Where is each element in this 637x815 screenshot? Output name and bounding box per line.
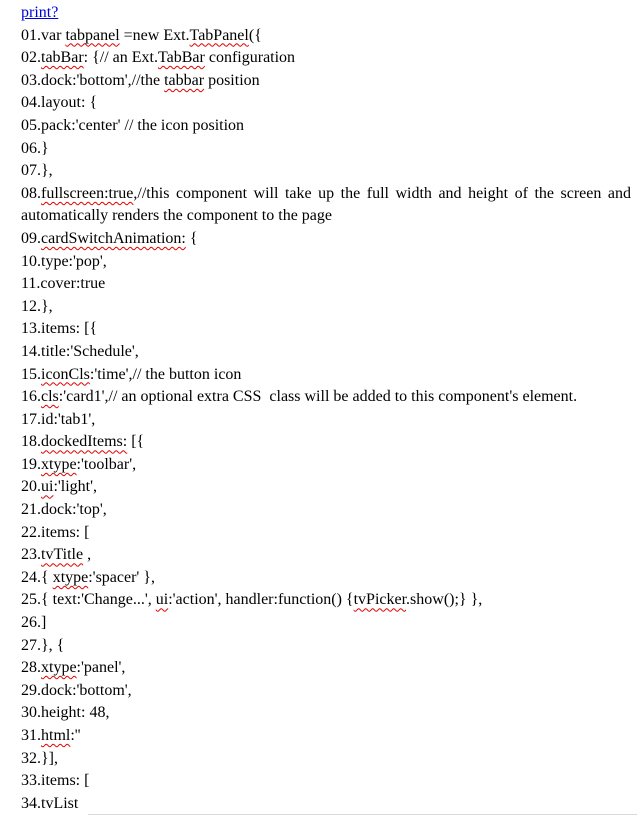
misspelled-word: cardSwitchAnimation: [41,229,186,247]
code-line: 27.}, { [21,636,65,654]
misspelled-word: ui [41,478,54,496]
code-line: 34.tvList [21,794,79,812]
code-line: 03.dock:'bottom',//the tabbar position [21,71,260,89]
code-line: 22.items: [ [21,523,90,541]
misspelled-word: tvPicker [353,591,407,609]
code-line: 18.dockedItems: [{ [21,433,145,451]
misspelled-word: iconCls [41,365,90,383]
code-line: 32.}], [21,749,59,767]
code-line: 08.fullscreen:true,//this component will take up the full width and height of the screen and [21,184,631,202]
code-line: 13.items: [{ [21,320,98,338]
code-line: 17.id:'tab1', [21,410,96,428]
code-line: 06.} [21,139,49,157]
misspelled-word: fullscreen:true [41,184,134,202]
code-line: 10.type:'pop', [21,252,107,270]
code-line: 28.xtype:'panel', [21,659,126,677]
misspelled-word: xtype [52,568,89,586]
code-line: 01.var tabpanel =new Ext.TabPanel({ [21,26,262,44]
misspelled-word: html [41,727,71,744]
misspelled-word: ui [155,591,169,609]
code-line: 19.xtype:'toolbar', [21,455,137,473]
misspelled-word: TabBar [158,49,205,67]
code-line: 25.{ text:'Change...', ui:'action', handler:function() {tvPicker.show();} }, [21,591,483,609]
misspelled-word: tabBar [41,49,84,67]
code-line: 02.tabBar: {// an Ext.TabBar configuration [21,49,296,67]
code-line: 23.tvTitle , [21,546,92,564]
code-line: 05.pack:'center' // the icon position [21,116,245,134]
print-link[interactable]: print? [21,4,59,21]
misspelled-word: xtype [41,455,77,473]
code-line: 21.dock:'top', [21,501,107,519]
code-line: 33.items: [ [21,772,90,790]
code-line: automatically renders the component to the page [21,207,332,225]
misspelled-word: tabbar [164,71,205,89]
misspelled-word: xtype [41,659,77,677]
misspelled-word: TabPanel [189,26,249,44]
code-line: 07.}, [21,162,53,180]
code-line: 26.] [21,614,47,632]
code-line: 11.cover:true [21,275,106,293]
code-line: 29.dock:'bottom', [21,681,132,699]
code-line: 31.html:'' [21,727,81,744]
code-line: 24.{ xtype:'spacer' }, [21,568,155,586]
misspelled-word: tvTitle [41,546,84,564]
code-line: 20.ui:'light', [21,478,97,496]
misspelled-word: dockedItems: [41,433,128,451]
misspelled-word: cls [41,388,59,406]
misspelled-word: tabpanel [65,26,120,44]
code-line: 16.cls:'card1',// an optional extra CSS class will be added to this component's element. [21,388,578,406]
code-line: 09.cardSwitchAnimation: { [21,229,198,247]
code-line: 12.}, [21,297,53,315]
code-line: 04.layout: { [21,94,98,112]
code-line: 30.height: 48, [21,704,110,722]
code-line: 14.title:'Schedule', [21,342,139,360]
code-listing [21,25,631,815]
code-line: 15.iconCls:'time',// the button icon [21,365,242,383]
